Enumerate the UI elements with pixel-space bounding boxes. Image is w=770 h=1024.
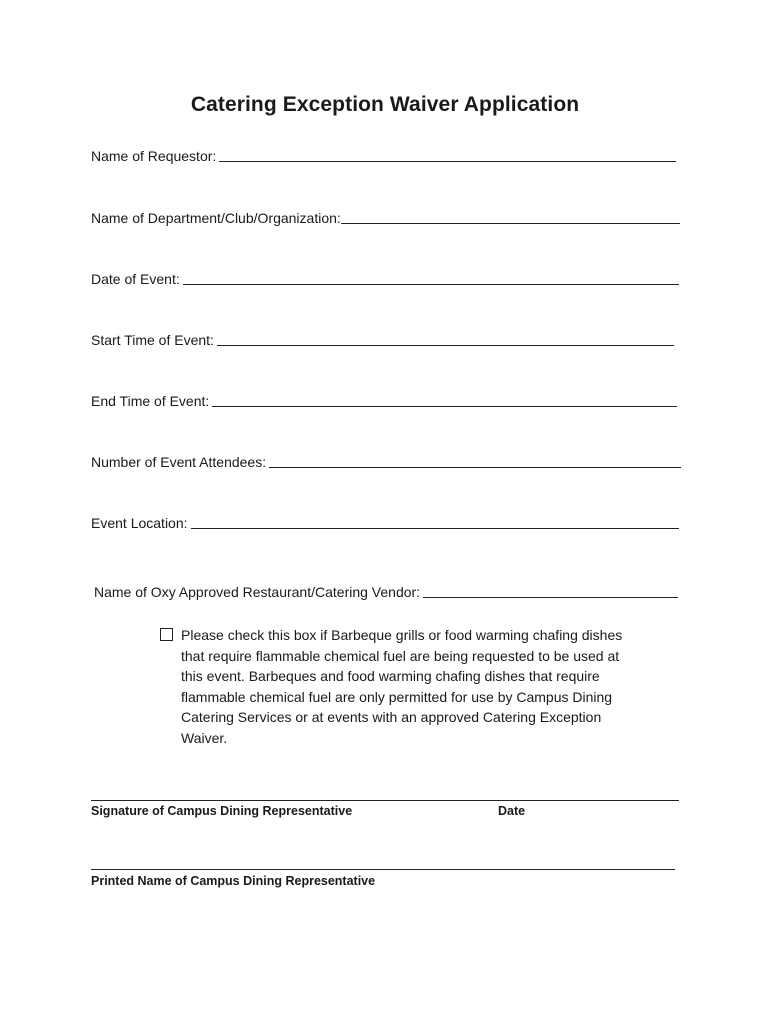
attendees-field	[91, 450, 681, 470]
end-time-input-line[interactable]	[212, 392, 677, 407]
start-time-input-line[interactable]	[217, 331, 674, 346]
attendees-label: Number of Event Attendees:	[91, 454, 267, 470]
department-field	[91, 206, 680, 226]
fuel-checkbox-line: Waiver.	[181, 729, 228, 746]
department-label: Name of Department/Club/Organization:	[91, 210, 341, 226]
fuel-checkbox-line: Catering Services or at events with an approved Catering Exception	[181, 709, 602, 725]
start-time-field	[91, 328, 674, 348]
printed-name-label: Printed Name of Campus Dining Representative	[91, 874, 376, 888]
printed-name-line[interactable]	[91, 869, 675, 870]
fuel-checkbox-line: Please check this box if Barbeque grills or food warming chafing dishes	[181, 627, 623, 643]
date-signature-label: Date	[498, 804, 526, 818]
fuel-checkbox[interactable]	[160, 628, 173, 641]
requestor-input-line[interactable]	[219, 147, 676, 162]
location-label: Event Location:	[91, 515, 188, 531]
page-title: Catering Exception Waiver Application	[190, 93, 580, 116]
fuel-checkbox-block	[160, 625, 660, 748]
start-time-label: Start Time of Event:	[91, 332, 214, 348]
fuel-checkbox-line: that require flammable chemical fuel are being requested to be used at	[181, 647, 620, 664]
requestor-field	[91, 144, 676, 164]
attendees-input-line[interactable]	[269, 453, 681, 468]
vendor-input-line[interactable]	[423, 583, 678, 598]
vendor-field	[94, 580, 678, 600]
date-input-line[interactable]	[183, 270, 679, 285]
fuel-checkbox-text	[181, 625, 660, 748]
date-field	[91, 267, 679, 287]
end-time-label: End Time of Event:	[91, 393, 210, 409]
department-input-line[interactable]	[341, 209, 680, 224]
vendor-label: Name of Oxy Approved Restaurant/Catering Vendor:	[94, 584, 421, 600]
fuel-checkbox-line: this event. Barbeques and food warming chafing dishes that require	[181, 668, 600, 684]
date-label: Date of Event:	[91, 271, 180, 287]
end-time-field	[91, 389, 677, 409]
fuel-checkbox-line: flammable chemical fuel are only permitted for use by Campus Dining	[181, 688, 613, 705]
signature-line[interactable]	[91, 800, 679, 801]
signature-label: Signature of Campus Dining Representative	[91, 804, 353, 818]
requestor-label: Name of Requestor:	[91, 148, 217, 164]
location-field	[91, 511, 679, 531]
location-input-line[interactable]	[191, 514, 679, 529]
